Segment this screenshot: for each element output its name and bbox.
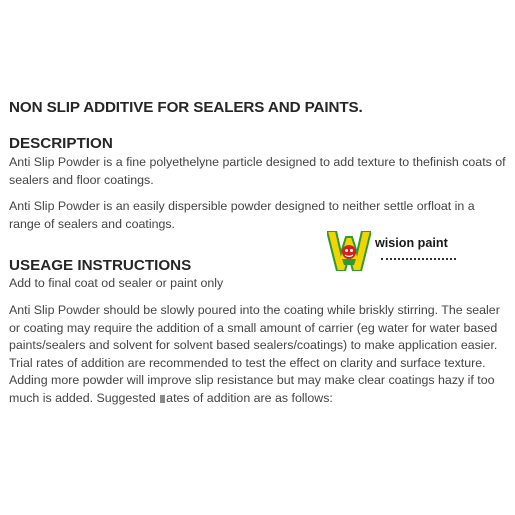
document-title: NON SLIP ADDITIVE FOR SEALERS AND PAINTS. [9, 99, 363, 116]
logo-dotted-underline [381, 252, 456, 260]
description-paragraph-2: Anti Slip Powder is an easily dispersible powder designed to neither settle orfloat in a range of sealers and coatings. [9, 199, 475, 231]
description-heading: DESCRIPTION [9, 135, 113, 152]
usage-heading: USEAGE INSTRUCTIONS [9, 257, 192, 274]
usage-paragraph-1: Add to final coat od sealer or paint only [9, 276, 224, 290]
description-paragraph-1: Anti Slip Powder is a fine polyethelyne particle designed to add texture to thefinish coats of sealers and floor coatings. [9, 155, 506, 187]
text-cursor-mark [160, 395, 165, 403]
usage-paragraph-2 [9, 302, 509, 407]
logo-text: wision paint [375, 236, 448, 250]
wision-logo-icon [327, 231, 371, 271]
usage-paragraph-2-text-a: Anti Slip Powder should be slowly poured into the coating while briskly stirring. The sealer or coating may require the addition of a small amount of carrier (eg water for water based paints/sealers and solvent for solvent based sealers/coatings) to make application easier. Trial rates of addition are recommended to test the effect on clarity and surface texture. Adding more powder will improve slip resistance but may make clear coatings hazy if too much is added. Suggested [9, 303, 500, 405]
usage-paragraph-2-text-b: ates of addition are as follows: [166, 390, 333, 405]
